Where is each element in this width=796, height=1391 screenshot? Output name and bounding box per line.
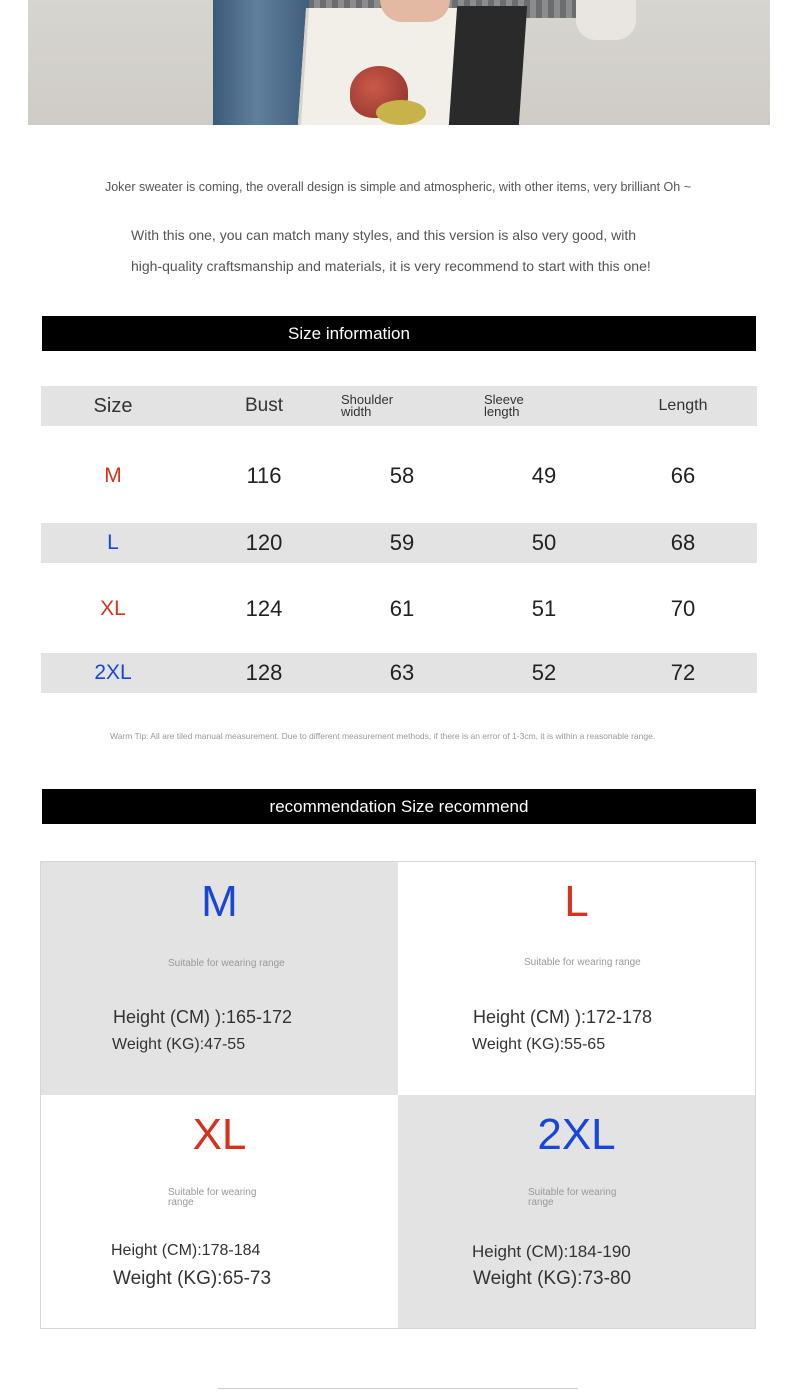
row-size: L bbox=[107, 531, 119, 554]
recommend-height: Height (CM):178-184 bbox=[111, 1242, 261, 1259]
header-shoulder-line1: Shoulder bbox=[341, 392, 394, 407]
row-length: 72 bbox=[670, 660, 696, 685]
header-length: Length bbox=[658, 397, 708, 414]
header-size: Size bbox=[93, 394, 133, 417]
recommend-range-line2: range bbox=[528, 1197, 554, 1208]
header-sleeve-line2: length bbox=[484, 404, 520, 419]
row-bust: 128 bbox=[245, 660, 283, 685]
sleeve-cuff bbox=[576, 0, 636, 40]
row-shoulder: 58 bbox=[389, 463, 415, 488]
table-row bbox=[41, 523, 757, 563]
table-row bbox=[41, 589, 757, 629]
row-length: 66 bbox=[670, 463, 696, 488]
row-shoulder: 61 bbox=[389, 596, 415, 621]
recommend-range-line1: Suitable for wearing bbox=[168, 1187, 257, 1198]
recommend-weight: Weight (KG):55-65 bbox=[472, 1036, 606, 1053]
header-bust: Bust bbox=[244, 395, 284, 416]
recommend-height: Height (CM):184-190 bbox=[472, 1242, 631, 1261]
size-recommend-banner: recommendation Size recommend bbox=[42, 789, 756, 824]
recommend-range-line2: range bbox=[168, 1197, 194, 1208]
header-sleeve-length bbox=[484, 386, 604, 426]
size-recommend-grid bbox=[40, 861, 756, 1329]
row-size: XL bbox=[100, 597, 126, 620]
row-length: 70 bbox=[670, 596, 696, 621]
row-sleeve: 51 bbox=[531, 596, 557, 621]
intro-line-3: high-quality craftsmanship and materials, it is very recommend to start with this one! bbox=[131, 258, 651, 274]
header-sleeve-line1: Sleeve bbox=[484, 392, 524, 407]
row-bust: 124 bbox=[245, 596, 283, 621]
row-bust: 120 bbox=[245, 530, 283, 555]
intro-line-2: With this one, you can match many styles, and this version is also very good, with bbox=[131, 227, 637, 243]
hand bbox=[380, 0, 450, 22]
recommend-card-xl bbox=[41, 1095, 398, 1328]
row-size: 2XL bbox=[94, 661, 132, 684]
recommend-size: M bbox=[201, 877, 238, 926]
recommend-size: L bbox=[564, 877, 589, 926]
product-photo bbox=[28, 0, 770, 125]
table-row bbox=[41, 456, 757, 496]
recommend-card-m bbox=[41, 862, 398, 1095]
recommend-height: Height (CM) ):172-178 bbox=[473, 1007, 653, 1027]
recommend-range-label bbox=[168, 1188, 256, 1208]
recommend-height: Height (CM) ):165-172 bbox=[113, 1007, 293, 1027]
header-shoulder-line2: width bbox=[341, 404, 372, 419]
size-table-header bbox=[41, 386, 757, 426]
intro-paragraph bbox=[131, 220, 731, 282]
header-shoulder-width bbox=[341, 386, 463, 426]
jeans bbox=[213, 0, 309, 125]
recommend-range-label: Suitable for wearing range bbox=[168, 958, 285, 969]
recommend-size: 2XL bbox=[537, 1110, 616, 1159]
table-row bbox=[41, 653, 757, 693]
recommend-range-label bbox=[528, 1188, 616, 1208]
row-shoulder: 63 bbox=[389, 660, 415, 685]
intro-line-1: Joker sweater is coming, the overall design is simple and atmospheric, with other items, very brilliant Oh ~ bbox=[104, 180, 691, 194]
magazine-dark-page bbox=[449, 6, 527, 125]
warm-tip: Warm Tip: All are tiled manual measurement. Due to different measurement methods, if there is an error of 1-3cm, it is within a reasonable range. bbox=[110, 731, 656, 741]
recommend-size: XL bbox=[192, 1110, 247, 1159]
recommend-weight: Weight (KG):73-80 bbox=[473, 1268, 632, 1289]
magazine-leaf-illustration bbox=[376, 100, 426, 125]
recommend-card-l bbox=[398, 862, 755, 1095]
divider bbox=[218, 1388, 578, 1389]
row-size: M bbox=[104, 464, 122, 487]
recommend-weight: Weight (KG):47-55 bbox=[112, 1036, 246, 1053]
recommend-weight: Weight (KG):65-73 bbox=[113, 1268, 272, 1289]
row-sleeve: 50 bbox=[531, 530, 557, 555]
row-shoulder: 59 bbox=[389, 530, 415, 555]
row-length: 68 bbox=[670, 530, 696, 555]
recommend-range-label: Suitable for wearing range bbox=[524, 957, 641, 968]
size-info-banner: Size information bbox=[42, 316, 756, 351]
row-bust: 116 bbox=[246, 463, 282, 488]
recommend-range-line1: Suitable for wearing bbox=[528, 1187, 617, 1198]
row-sleeve: 49 bbox=[531, 463, 557, 488]
recommend-card-2xl bbox=[398, 1095, 755, 1328]
row-sleeve: 52 bbox=[531, 660, 557, 685]
